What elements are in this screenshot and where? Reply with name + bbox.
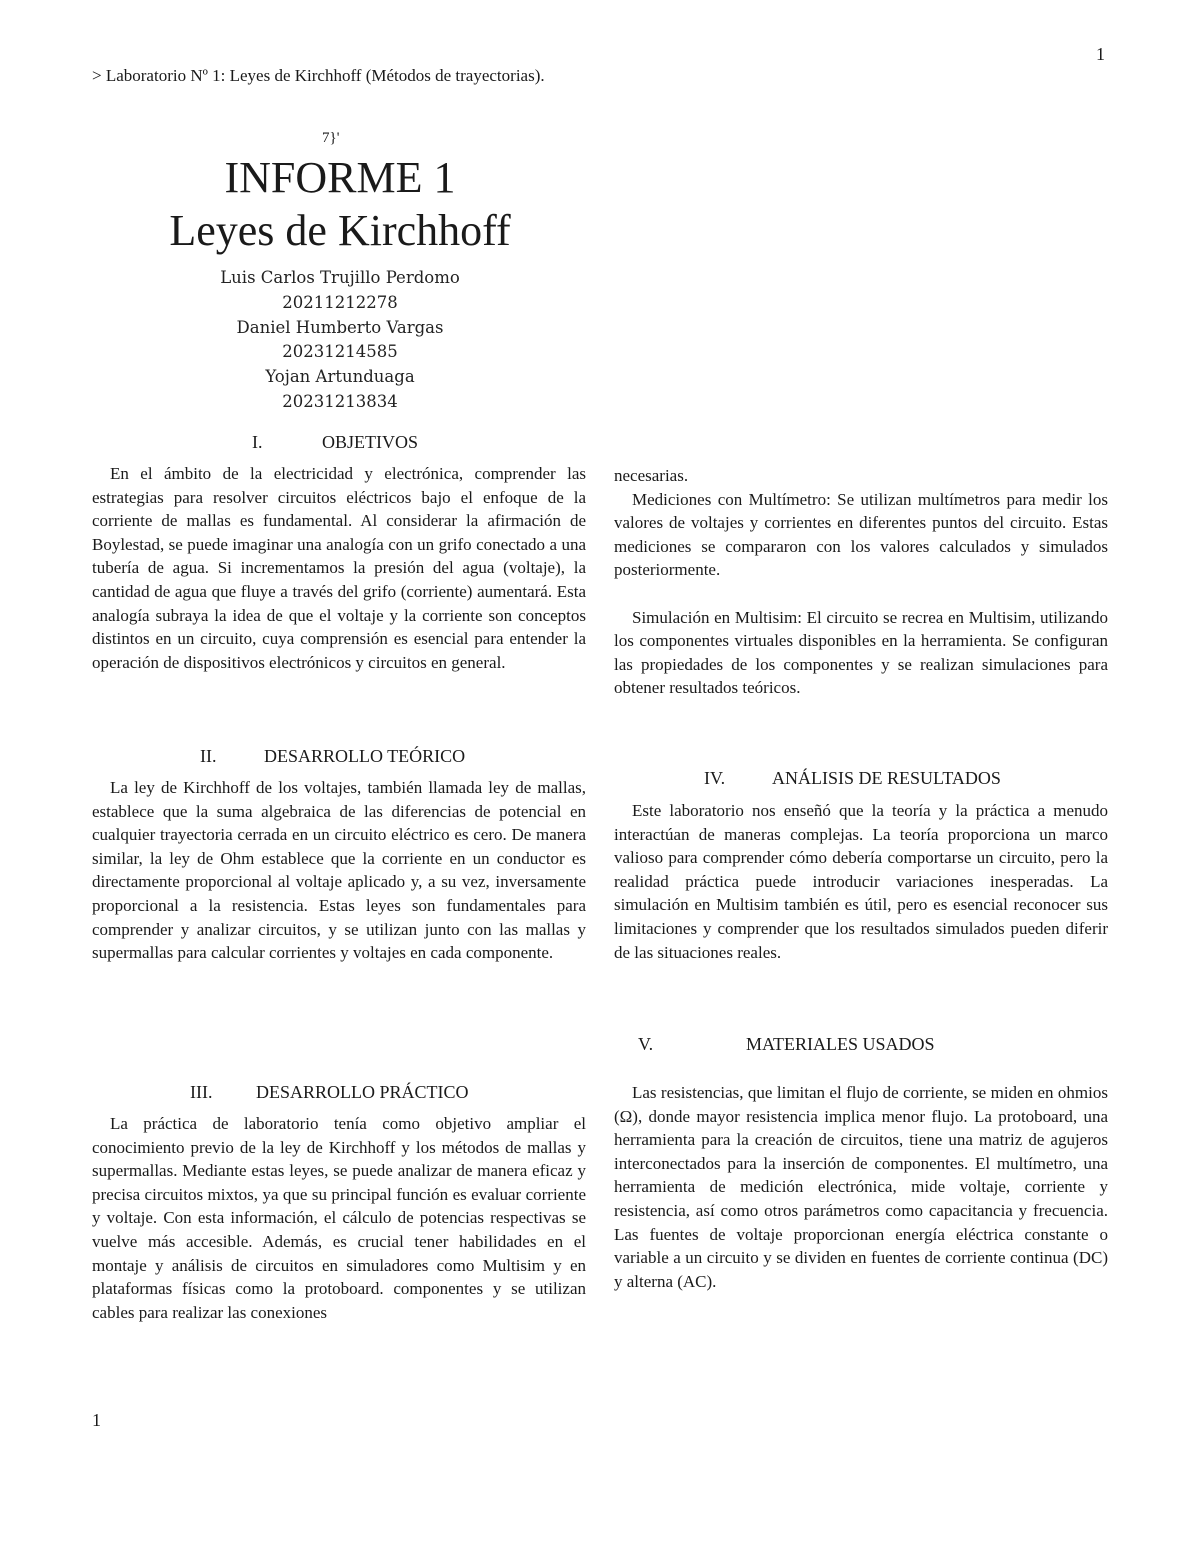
section-body-materiales (614, 1081, 1108, 1293)
section-number: II. (200, 746, 217, 766)
section-number: I. (252, 432, 263, 452)
section-number: V. (638, 1034, 654, 1054)
author-id: 20231214585 (282, 342, 398, 362)
section-body-desarrollo-practico-cont (614, 464, 1108, 700)
section-title: OBJETIVOS (322, 432, 419, 452)
section-title: DESARROLLO TEÓRICO (264, 746, 466, 766)
paragraph: Las resistencias, que limitan el flujo de corriente, se miden en ohmios (Ω), donde mayor resistencia implica menor flujo. La protoboard, una herramienta para la creación de circuitos, tiene una matriz de agujeros interconectados para la inserción de componentes. El multímetro, una herramienta de medición electrónica, mide voltaje, corriente y resistencia, así como otros parámetros como capacitancia y frecuencia. Las fuentes de voltaje proporcionan energía eléctrica constante o variable a un circuito y se dividen en fuentes de corriente continua (DC) y alterna (AC). (614, 1083, 1108, 1291)
section-body-desarrollo-practico (92, 1112, 586, 1324)
paragraph: La ley de Kirchhoff de los voltajes, también llamada ley de mallas, establece que la suma algebraica de las diferencias de potencial en cualquier trayectoria cerrada en un circuito eléctrico es cero. De manera similar, la ley de Ohm establece que la corriente en un conductor es directamente proporcional al voltaje aplicado y, a su vez, inversamente proporcional a la resistencia. Estas leyes son fundamentales para comprender y analizar circuitos, y se utilizan junto con las mallas y supermallas para calcular corrientes y voltajes en cada componente. (92, 778, 586, 963)
author-id: 20211212278 (282, 292, 398, 312)
page-number-top: 1 (1096, 44, 1105, 64)
section-title: ANÁLISIS DE RESULTADOS (772, 768, 1001, 788)
stray-mark: 7}' (322, 130, 340, 146)
paragraph: La práctica de laboratorio tenía como objetivo ampliar el conocimiento previo de la ley de Kirchhoff y los métodos de mallas y supermallas. Mediante estas leyes, se puede analizar de manera eficaz y precisa circuitos mixtos, ya que su principal función es evaluar corriente y voltaje. Con esta información, el cálculo de potencias respectivas se vuelve más accesible. Además, es crucial tener habilidades en el montaje y análisis de circuitos en simuladores como Multisim y en plataformas físicas como la protoboard. componentes y se utilizan cables para realizar las conexiones (92, 1114, 586, 1322)
section-number: IV. (704, 768, 726, 788)
document-subtitle: Leyes de Kirchhoff (169, 206, 511, 255)
section-body-desarrollo-teorico (92, 776, 586, 965)
paragraph: Este laboratorio nos enseñó que la teoría y la práctica a menudo interactúan de maneras complejas. La teoría proporciona un marco valioso para comprender cómo debería comportarse un circuito, pero la realidad práctica puede introducir variaciones inesperadas. La simulación en Multisim también es útil, pero es esencial reconocer sus limitaciones y comprender que los resultados simulados pueden diferir de las situaciones reales. (614, 801, 1108, 962)
paragraph: Simulación en Multisim: El circuito se recrea en Multisim, utilizando los componentes virtuales disponibles en la herramienta. Se configuran las propiedades de los componentes y se realizan simulaciones para obtener resultados teóricos. (614, 607, 1108, 698)
author-list (92, 266, 588, 415)
section-number: III. (190, 1082, 213, 1102)
author-name: Daniel Humberto Vargas (236, 317, 444, 337)
section-title: DESARROLLO PRÁCTICO (256, 1082, 469, 1102)
document-title: INFORME 1 (224, 153, 456, 202)
running-header: > Laboratorio Nº 1: Leyes de Kirchhoff (Métodos de trayectorias). (92, 66, 545, 85)
paragraph: En el ámbito de la electricidad y electrónica, comprender las estrategias para resolver circuitos eléctricos bajo el enfoque de la corriente de mallas es fundamental. Al considerar la afirmación de Boylestad, se puede imaginar una analogía con un grifo conectado a una tubería de agua. Si incrementamos la presión del agua (voltaje), la cantidad de agua que fluye a través del grifo (corriente) aumentará. Esta analogía subraya la idea de que el voltaje y la corriente son conceptos distintos en un circuito, cuya comprensión es esencial para entender la operación de dispositivos electrónicos y circuitos en general. (92, 464, 586, 672)
author-name: Yojan Artunduaga (265, 367, 415, 387)
author-id: 20231213834 (282, 391, 398, 411)
paragraph: necesarias. (614, 466, 689, 485)
author-name: Luis Carlos Trujillo Perdomo (220, 268, 460, 287)
section-title: MATERIALES USADOS (746, 1034, 935, 1054)
page-number-bottom: 1 (92, 1410, 101, 1430)
title-block (92, 152, 588, 415)
section-body-objetivos (92, 462, 586, 674)
paragraph: Mediciones con Multímetro: Se utilizan multímetros para medir los valores de voltajes y corrientes en diferentes puntos del circuito. Estas mediciones se compararon con los valores calculados y simulados posteriormente. (614, 489, 1108, 580)
section-body-analisis (614, 799, 1108, 964)
